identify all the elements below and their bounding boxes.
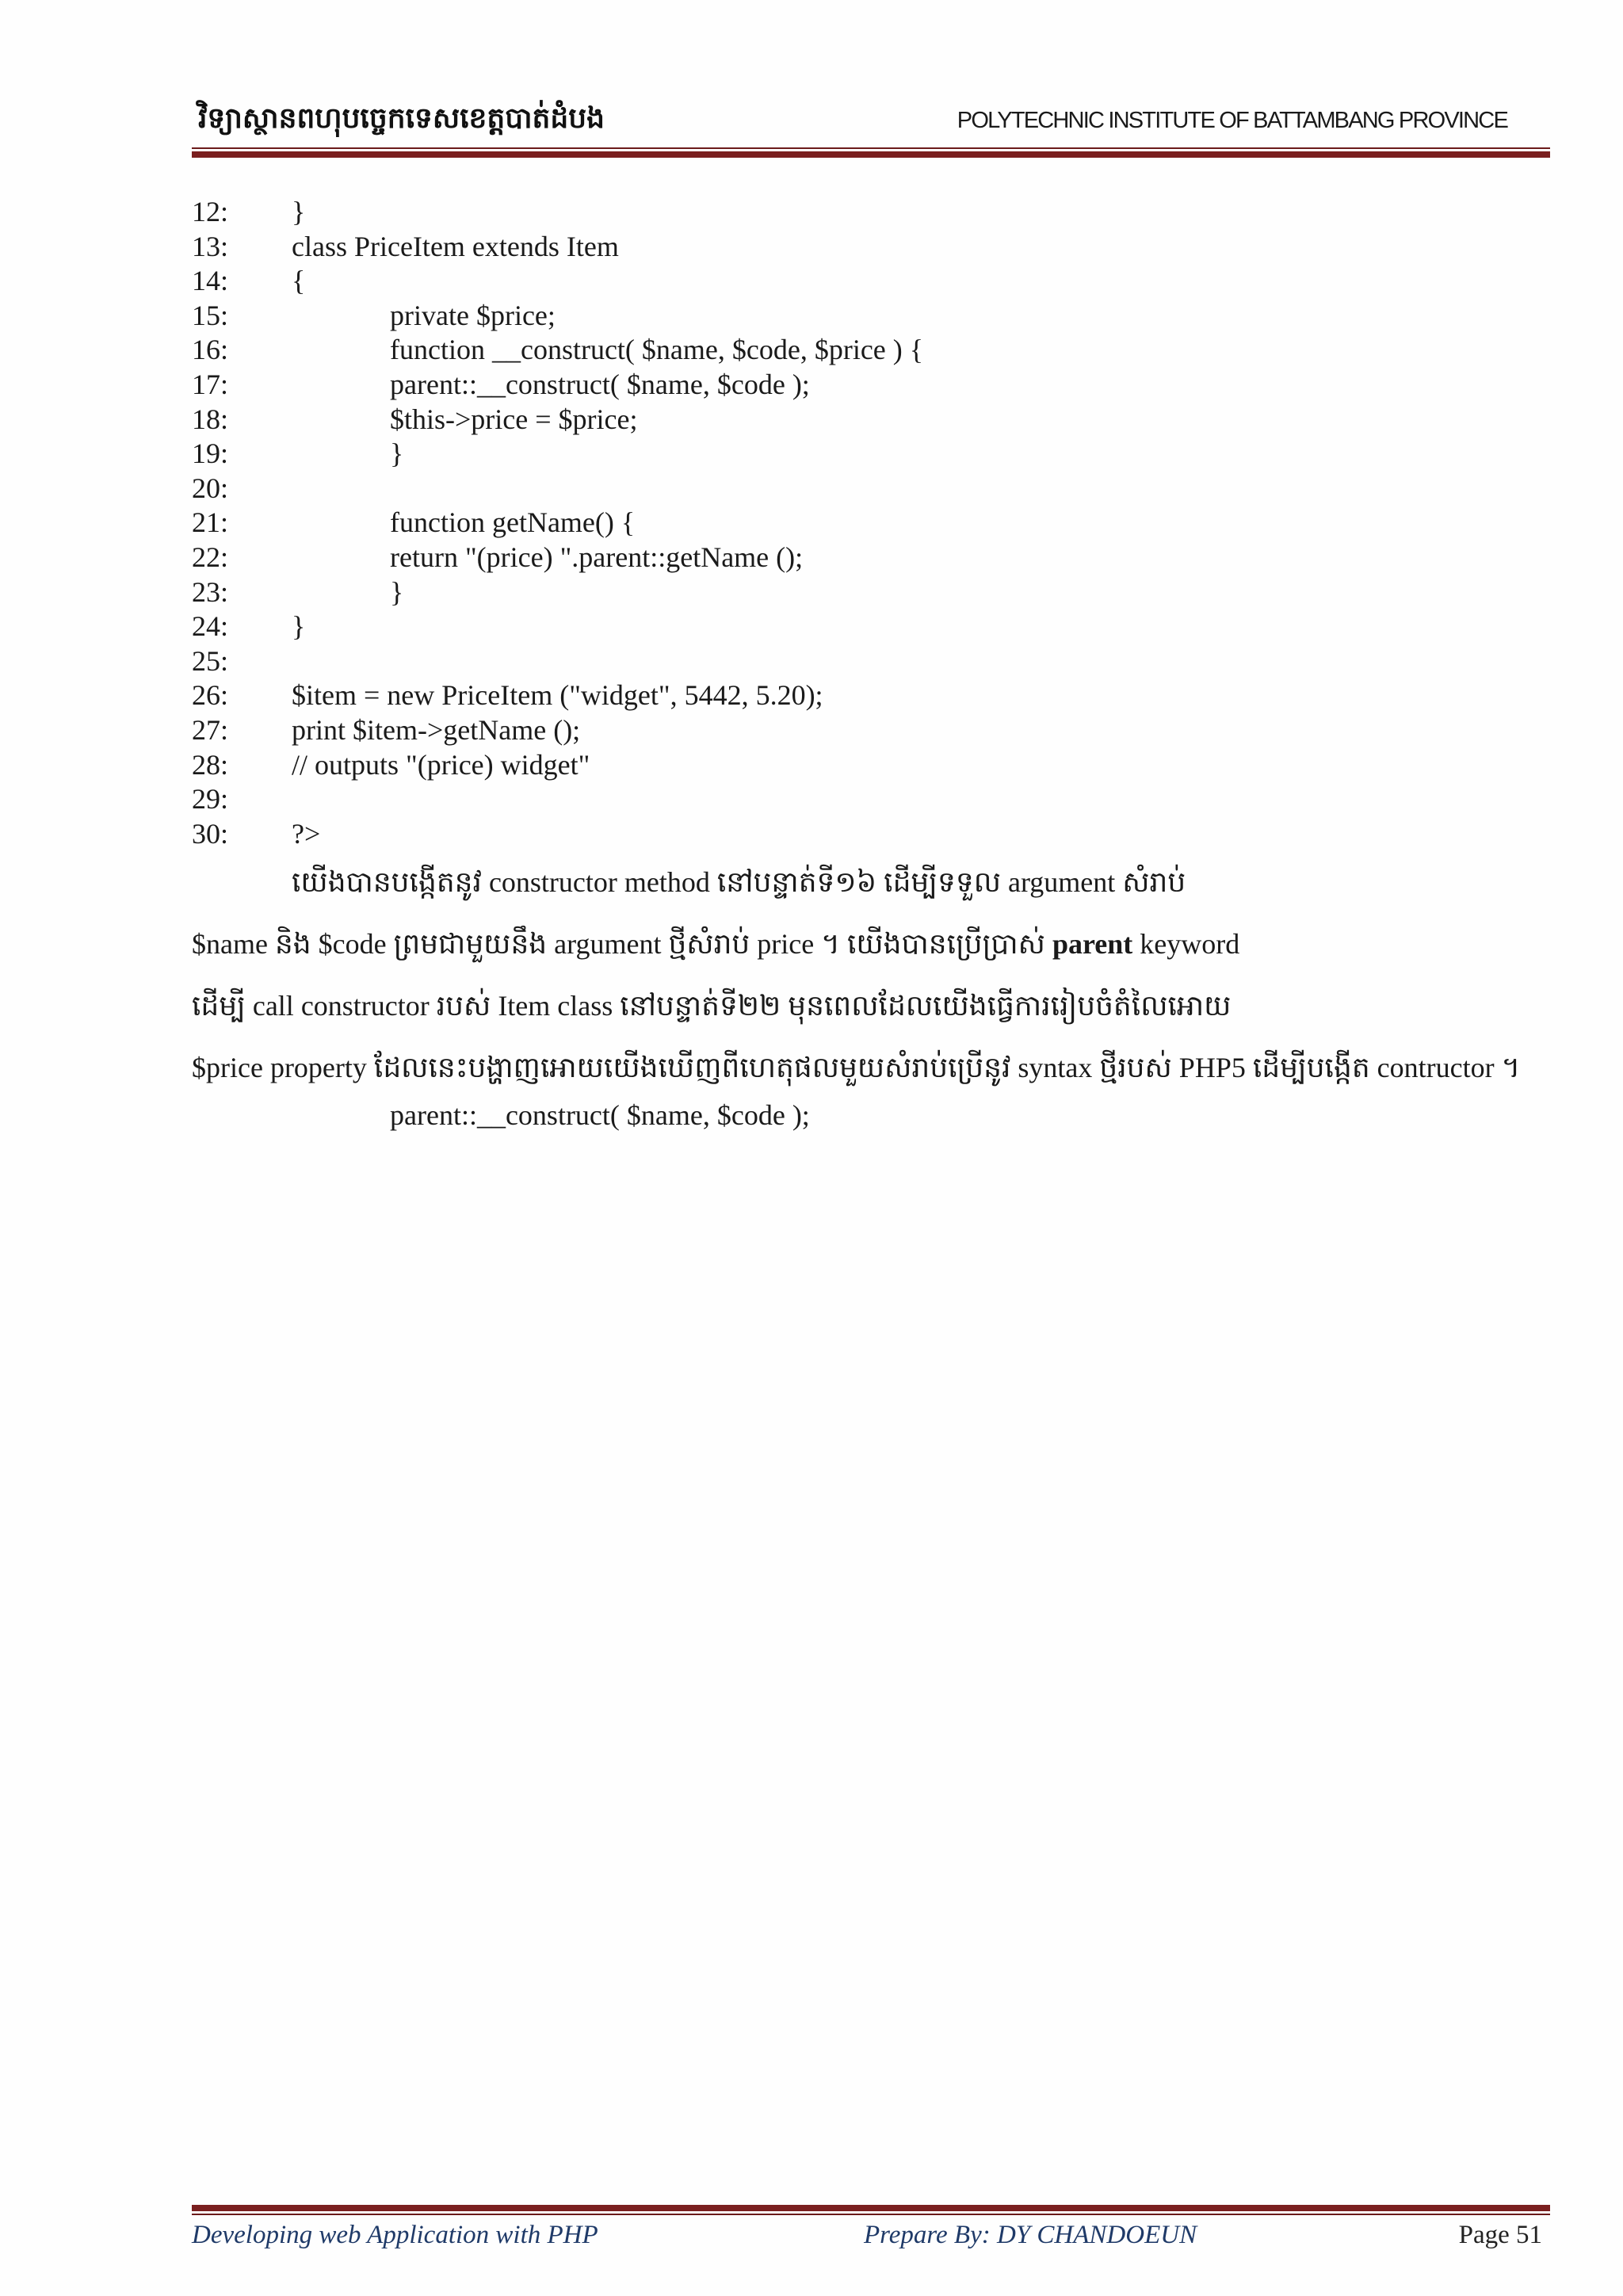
line-number: 29: (192, 783, 229, 816)
header-khmer-title: វិទ្យាស្ថានពហុបច្ចេកទេសខេត្តបាត់ដំបង (198, 102, 605, 135)
code-line (192, 472, 1539, 506)
line-number: 14: (192, 265, 229, 297)
code-line (192, 506, 1539, 541)
code-text: } (292, 610, 306, 643)
footer-course-title: Developing web Application with PHP (192, 2221, 598, 2249)
header-institute-title: POLYTECHNIC INSTITUTE OF BATTAMBANG PROVINCE (957, 108, 1507, 133)
code-text: parent::__construct( $name, $code ); (390, 368, 810, 400)
line-number: 21: (192, 506, 229, 539)
parent-keyword: parent (1052, 928, 1133, 960)
code-text: function __construct( $name, $code, $price ) { (390, 334, 924, 366)
code-line (192, 264, 1539, 299)
line-number: 22: (192, 541, 229, 573)
footer-rule-thin (192, 2214, 1550, 2215)
line-number: 17: (192, 368, 229, 400)
header-rule-thick (192, 151, 1550, 158)
paragraph-line-2-text: $name និង $code ព្រមជាមួយនឹង argument ថ្មីសំរាប់ price ។ យើងបានប្រើប្រាស់ (192, 928, 1052, 960)
line-number: 27: (192, 713, 229, 746)
code-line (192, 368, 1539, 403)
code-text: function getName() { (390, 506, 636, 539)
code-line (192, 230, 1539, 265)
code-text: return "(price) ".parent::getName (); (390, 541, 804, 573)
code-line (192, 817, 1539, 852)
line-number: 13: (192, 230, 229, 262)
code-line (192, 609, 1539, 644)
line-number: 23: (192, 575, 229, 608)
line-number: 15: (192, 299, 229, 331)
code-line (192, 195, 1539, 230)
code-line (192, 403, 1539, 437)
line-number: 30: (192, 817, 229, 850)
code-text: // outputs "(price) widget" (292, 748, 590, 781)
code-line (192, 748, 1539, 783)
line-number: 12: (192, 196, 229, 227)
code-text: class PriceItem extends Item (292, 230, 619, 262)
code-text: ?> (292, 817, 321, 850)
line-number: 16: (192, 334, 229, 366)
code-text: } (390, 575, 404, 608)
paragraph-line-1: យើងបានបង្កើតនូវ constructor method នៅបន្ទាត់ទី១៦ ដើម្បីទទួល argument សំរាប់ (292, 866, 1186, 898)
page-footer (192, 2221, 1550, 2260)
code-text: } (390, 437, 404, 470)
paragraph-line-3: ដើម្បី call constructor របស់ Item class នៅបន្ទាត់ទី២២ មុនពេលដែលយើងធ្វើការរៀបចំតំលៃអោយ (192, 990, 1232, 1022)
paragraph-line-2 (192, 926, 1555, 968)
code-text: $this->price = $price; (390, 403, 638, 435)
code-line (192, 333, 1539, 368)
code-text: } (292, 196, 306, 227)
code-text: $item = new PriceItem ("widget", 5442, 5.20); (292, 679, 823, 712)
code-line (192, 299, 1539, 334)
paragraph-line-2-tail: keyword (1132, 928, 1240, 960)
line-number: 26: (192, 679, 229, 712)
footer-author: Prepare By: DY CHANDOEUN (864, 2221, 1197, 2249)
code-listing (192, 195, 1539, 851)
footer-rule-thick (192, 2205, 1550, 2211)
code-text: print $item->getName (); (292, 713, 581, 746)
code-snippet: parent::__construct( $name, $code ); (390, 1099, 810, 1131)
line-number: 19: (192, 437, 229, 470)
code-line (192, 644, 1539, 679)
code-line (192, 541, 1539, 575)
code-text: { (292, 265, 306, 297)
code-line (192, 437, 1539, 472)
line-number: 20: (192, 472, 229, 504)
line-number: 25: (192, 644, 229, 677)
code-line (192, 782, 1539, 817)
code-line (192, 575, 1539, 610)
line-number: 24: (192, 610, 229, 643)
code-line (192, 678, 1539, 713)
line-number: 28: (192, 748, 229, 781)
header-rule-thin (192, 147, 1550, 149)
line-number: 18: (192, 403, 229, 435)
paragraph-line-4: $price property ដែលនេះបង្ហាញអោយយើងឃើញពីហេតុផលមួយសំរាប់ប្រើនូវ syntax ថ្មីរបស់ PHP5 ដើម្បីបង្កើត contructor ។ (192, 1052, 1521, 1083)
code-text: private $price; (390, 299, 556, 331)
code-line (192, 713, 1539, 748)
page-number: Page 51 (1458, 2221, 1542, 2249)
page-header (192, 94, 1550, 143)
